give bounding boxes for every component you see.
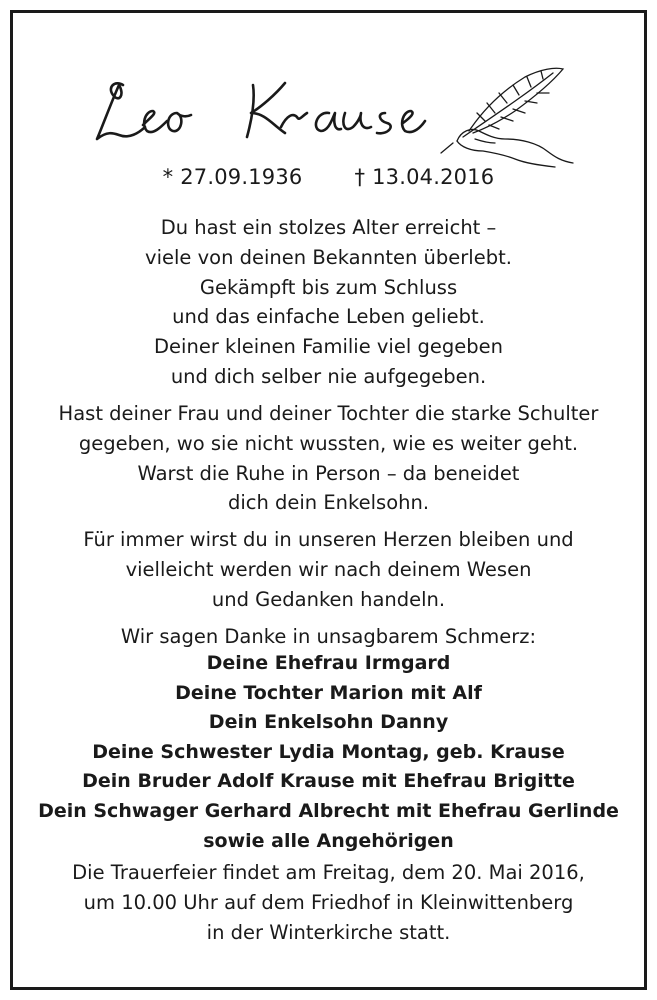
verse-line: vielleicht werden wir nach deinem Wesen: [125, 557, 532, 581]
mourner-name: Deine Schwester Lydia Montag, geb. Krause: [92, 740, 565, 763]
verse-line: viele von deinen Bekannten überlebt.: [145, 245, 512, 269]
verse-line: und Gedanken handeln.: [211, 587, 446, 611]
service-info: [0, 858, 657, 947]
verse-line: Du hast ein stolzes Alter erreicht –: [160, 216, 497, 239]
verse-line: und dich selber nie aufgegeben.: [170, 364, 487, 388]
service-line: um 10.00 Uhr auf dem Friedhof in Kleinwittenberg: [83, 890, 574, 914]
mourner-name: Dein Bruder Adolf Krause mit Ehefrau Brigitte: [82, 770, 575, 793]
death-date: † 13.04.2016: [354, 165, 495, 189]
verse-third: [0, 525, 657, 614]
verse-line: Deiner kleinen Familie viel gegeben: [154, 335, 503, 359]
service-line: Die Trauerfeier findet am Freitag, dem 20. Mai 2016,: [72, 861, 585, 884]
mourner-name: Deine Ehefrau Irmgard: [206, 652, 451, 674]
verse-line: Hast deiner Frau und deiner Tochter die starke Schulter: [58, 402, 599, 425]
mourner-name: Dein Schwager Gerhard Albrecht mit Ehefrau Gerlinde: [38, 799, 619, 822]
service-line: in der Winterkirche statt.: [206, 920, 451, 944]
mourner-name: Deine Tochter Marion mit Alf: [175, 681, 482, 704]
thanks-line: [0, 622, 657, 652]
verse-first: [0, 213, 657, 392]
birth-date: * 27.09.1936: [162, 165, 303, 189]
signature-quill-icon: [85, 55, 605, 170]
mourners-list: [0, 649, 657, 856]
verse-line: und das einfache Leben geliebt.: [172, 305, 485, 329]
mourner-name: Dein Enkelsohn Danny: [208, 711, 449, 734]
verse-line: Für immer wirst du in unseren Herzen bleiben und: [83, 528, 574, 551]
verse-line: dich dein Enkelsohn.: [227, 491, 430, 515]
mourner-name: sowie alle Angehörigen: [203, 829, 454, 852]
verse-line: Warst die Ruhe in Person – da beneidet: [137, 461, 520, 485]
thanks-text: Wir sagen Danke in unsagbarem Schmerz:: [120, 625, 537, 648]
verse-line: gegeben, wo sie nicht wussten, wie es weiter geht.: [78, 431, 579, 455]
verse-line: Gekämpft bis zum Schluss: [199, 275, 458, 299]
life-dates: [0, 165, 657, 189]
verse-second: [0, 399, 657, 518]
